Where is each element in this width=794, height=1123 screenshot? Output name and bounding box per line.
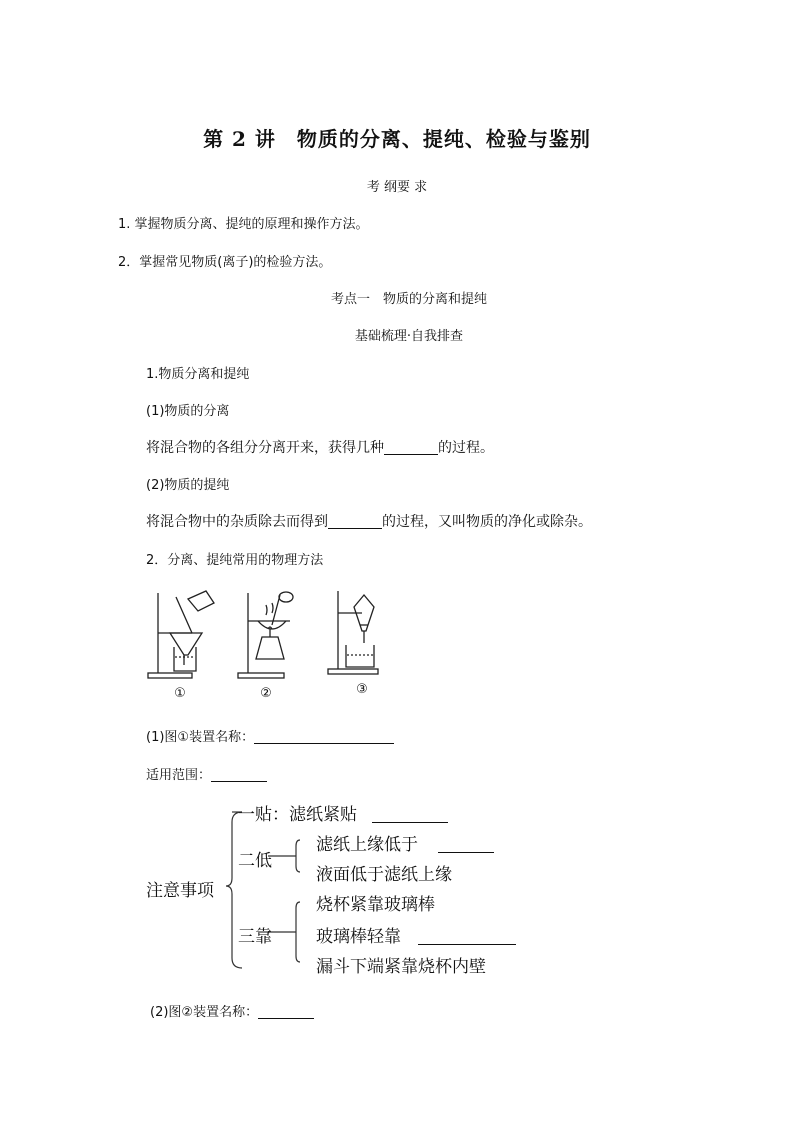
separation-heading: (1)物质的分离 xyxy=(146,404,230,419)
question-1-range xyxy=(146,764,267,783)
section-heading: 考点一 物质的分离和提纯 xyxy=(330,292,487,307)
answer-blank xyxy=(372,822,448,823)
evaporation-apparatus xyxy=(238,592,293,678)
answer-blank xyxy=(418,944,516,945)
notes-label: 注意事项 xyxy=(146,881,214,901)
apparatus-figure xyxy=(140,585,400,705)
notes-one-label: 一贴 xyxy=(238,805,272,825)
notes-three-label: 三靠 xyxy=(238,927,272,947)
answer-blank xyxy=(211,767,267,782)
subsection-heading: 基础梳理·自我排查 xyxy=(354,329,464,344)
figure-label-1: ① xyxy=(174,686,186,701)
answer-blank xyxy=(438,852,494,853)
purification-text xyxy=(146,511,592,531)
answer-blank xyxy=(328,514,382,529)
notes-one xyxy=(238,800,357,825)
notes-two-b: 液面低于滤纸上缘 xyxy=(316,865,452,885)
purification-heading: (2)物质的提纯 xyxy=(146,478,230,493)
notes-three-a: 烧杯紧靠玻璃棒 xyxy=(316,895,435,915)
question-1-range-label: 适用范围： xyxy=(146,768,212,783)
separatory-funnel-apparatus xyxy=(328,591,378,674)
page-title: 第 2 讲 物质的分离、提纯、检验与鉴别 xyxy=(203,127,591,151)
answer-blank xyxy=(258,1004,314,1019)
question-1-name xyxy=(146,726,394,745)
answer-blank xyxy=(254,729,394,744)
figure-label-3: ③ xyxy=(356,682,368,697)
syllabus-item-1: 1. 掌握物质分离、提纯的原理和操作方法。 xyxy=(118,217,369,232)
syllabus-item-2: 2．掌握常见物质(离子)的检验方法。 xyxy=(118,255,332,270)
heading-2: 2．分离、提纯常用的物理方法 xyxy=(146,553,324,568)
syllabus-heading: 考 纲要 求 xyxy=(366,180,428,195)
separation-text-a: 将混合物的各组分分离开来，获得几种 xyxy=(146,440,384,456)
question-2-name xyxy=(150,1001,314,1020)
filtration-apparatus xyxy=(148,591,214,678)
purification-text-b: 的过程，又叫物质的净化或除杂。 xyxy=(382,514,592,530)
separation-text xyxy=(146,437,494,457)
question-1-label: (1)图①装置名称： xyxy=(146,730,255,745)
notes-three-b: 玻璃棒轻靠 xyxy=(316,927,401,947)
notes-two-label: 二低 xyxy=(238,851,272,871)
question-2-label: (2)图②装置名称： xyxy=(150,1005,259,1020)
separation-text-b: 的过程。 xyxy=(438,440,494,456)
figure-label-2: ② xyxy=(260,686,272,701)
notes-one-text: ：滤纸紧贴 xyxy=(272,805,357,825)
purification-text-a: 将混合物中的杂质除去而得到 xyxy=(146,514,328,530)
heading-1: 1.物质分离和提纯 xyxy=(146,367,250,382)
answer-blank xyxy=(384,440,438,455)
notes-two-a: 滤纸上缘低于 xyxy=(316,835,418,855)
notes-three-c: 漏斗下端紧靠烧杯内壁 xyxy=(316,957,486,977)
